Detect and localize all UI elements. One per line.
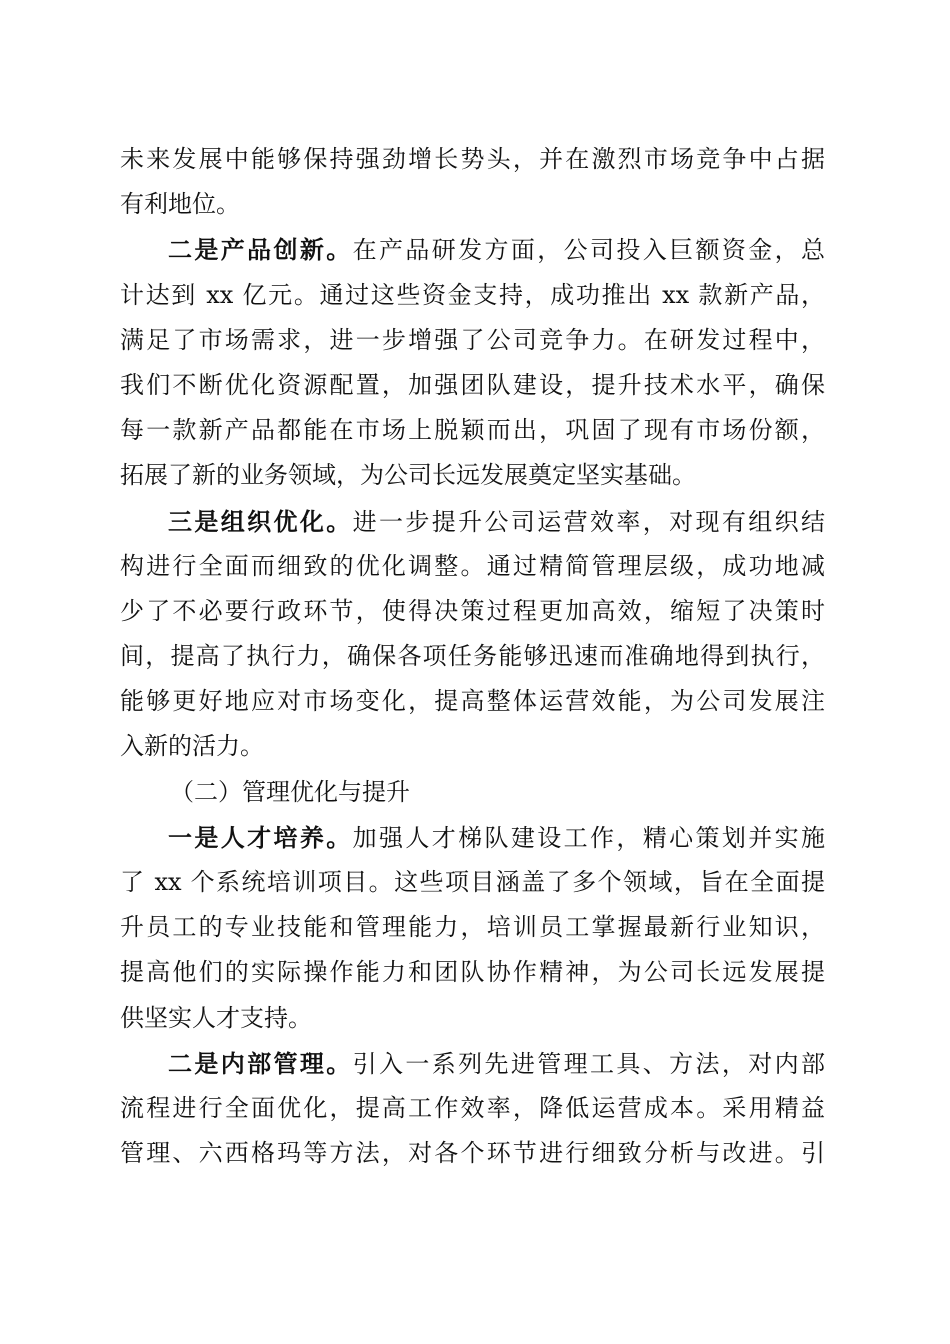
paragraph-internal-management [120, 1041, 825, 1177]
text-line: 供坚实人才支持。 [120, 1003, 312, 1032]
text-line: 入新的活力。 [120, 732, 264, 761]
text-line: 未来发展中能够保持强劲增长势头，并在激烈市场竞争中占据 [120, 145, 825, 173]
text-line: 计达到 xx 亿元。通过这些资金支持，成功推出 xx 款新产品， [120, 280, 825, 309]
text-run: 引入一系列先进管理工具、方法，对内部 [352, 1049, 825, 1078]
text-line: 管理、六西格玛等方法，对各个环节进行细致分析与改进。引 [120, 1139, 825, 1168]
text-line: 了 xx 个系统培训项目。这些项目涵盖了多个领域，旨在全面提 [120, 868, 825, 896]
text-line: 能够更好地应对市场变化，提高整体运营效能，为公司发展注 [120, 687, 825, 716]
paragraph-lead: 三是组织优化。 [168, 506, 353, 536]
paragraph-org-optimization [120, 499, 825, 770]
text-run: 在产品研发方面，公司投入巨额资金，总 [352, 236, 825, 265]
text-line: 少了不必要行政环节，使得决策过程更加高效，缩短了决策时 [120, 596, 825, 625]
text-line: 构进行全面而细致的优化调整。通过精简管理层级，成功地减 [120, 551, 825, 580]
text-line: 提高他们的实际操作能力和团队协作精神，为公司长远发展提 [120, 958, 825, 987]
paragraph-talent-development [120, 815, 825, 1041]
text-run: 进一步提升公司运营效率，对现有组织结 [352, 507, 825, 536]
text-run: 加强人才梯队建设工作，精心策划并实施 [352, 823, 825, 852]
paragraph-product-innovation [120, 227, 825, 498]
paragraph-lead: 二是内部管理。 [168, 1048, 353, 1078]
text-line: 间，提高了执行力，确保各项任务能够迅速而准确地得到执行， [120, 642, 825, 671]
heading-text: （二）管理优化与提升 [170, 777, 410, 806]
paragraph-continuation [120, 137, 825, 227]
text-line [120, 1041, 825, 1086]
section-heading [120, 770, 825, 815]
paragraph-lead: 一是人才培养。 [168, 822, 353, 852]
document-body [120, 137, 825, 1176]
text-line: 满足了市场需求，进一步增强了公司竞争力。在研发过程中， [120, 325, 825, 354]
text-line: 我们不断优化资源配置，加强团队建设，提升技术水平，确保 [120, 370, 825, 399]
text-line: 流程进行全面优化，提高工作效率，降低运营成本。采用精益 [120, 1093, 825, 1122]
text-line [120, 227, 825, 272]
text-line: 每一款新产品都能在市场上脱颖而出，巩固了现有市场份额， [120, 416, 825, 445]
text-line: 拓展了新的业务领域，为公司长远发展奠定坚实基础。 [120, 461, 696, 490]
paragraph-lead: 二是产品创新。 [168, 235, 353, 265]
text-line: 有利地位。 [120, 190, 240, 219]
text-line [120, 815, 825, 860]
text-line [120, 499, 825, 544]
text-line: 升员工的专业技能和管理能力，培训员工掌握最新行业知识， [120, 913, 825, 942]
